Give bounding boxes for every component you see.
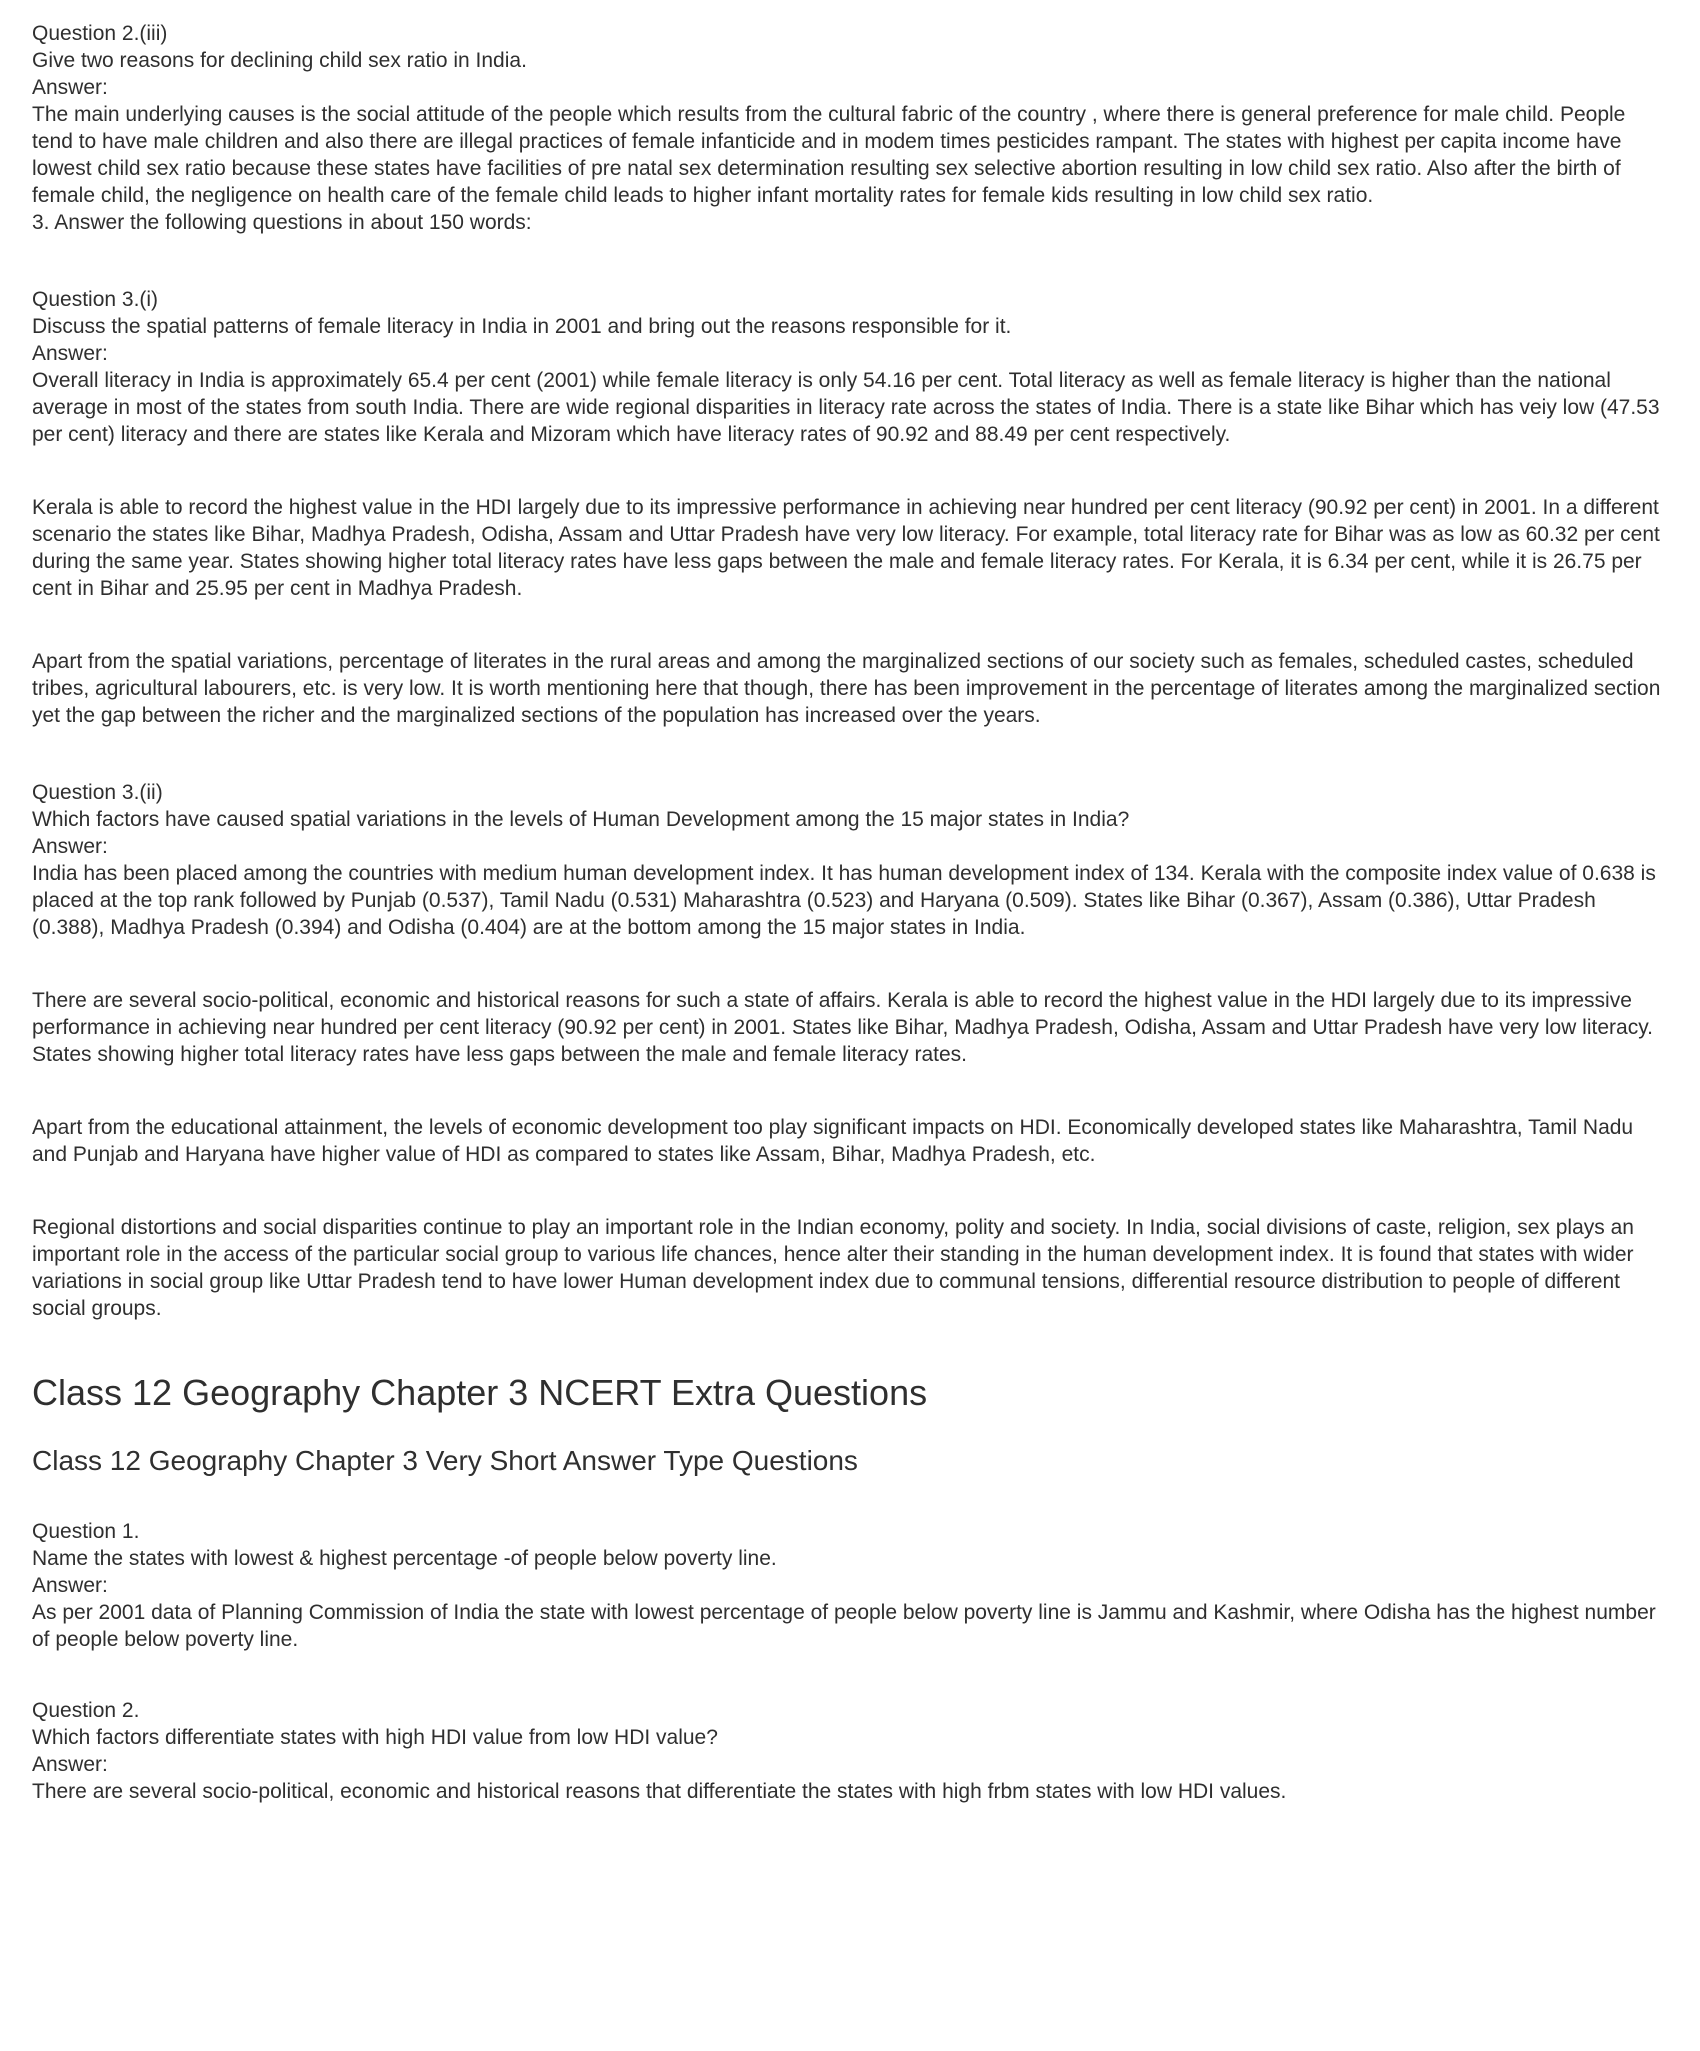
answer-paragraph: Apart from the educational attainment, the levels of economic development too play significant impacts on HDI. Economically developed states like Maharashtra, Tamil Nadu and Punjab and Haryana have higher value of HDI as compared to states like Assam, Bihar, Madhya Pradesh, etc. <box>32 1116 1634 1166</box>
answer-paragraph: There are several socio-political, economic and historical reasons for such a state of affairs. Kerala is able to record the highest value in the HDI largely due to its impressive performance in achieving near hundred per cent literacy (90.92 per cent) in 2001. States like Bihar, Madhya Pradesh, Odisha, Assam and Uttar Pradesh have very low literacy. States showing higher total literacy rates have less gaps between the male and female literacy rates. <box>32 989 1653 1066</box>
answer-paragraph: India has been placed among the countries with medium human development index. It has human development index of 134. Kerala with the composite index value of 0.638 is placed at the top rank followed by Punjab (0.537), Tamil Nadu (0.531) Maharashtra (0.523) and Haryana (0.509). States like Bihar (0.367), Assam (0.386), Uttar Pradesh (0.388), Madhya Pradesh (0.394) and Odisha (0.404) are at the bottom among the 15 major states in India. <box>32 862 1656 939</box>
page-title-extra-questions: Class 12 Geography Chapter 3 NCERT Extra Questions <box>32 1372 928 1413</box>
question-text: Give two reasons for declining child sex ratio in India. <box>32 49 527 72</box>
question-number: Question 1. <box>32 1520 140 1543</box>
question-number: Question 2. <box>32 1699 140 1722</box>
answer-paragraph: Apart from the spatial variations, percentage of literates in the rural areas and among the marginalized sections of our society such as females, scheduled castes, scheduled tribes, agricultural labourers, etc. is very low. It is worth mentioning here that though, there has been improvement in the percentage of literates among the marginalized section yet the gap between the richer and the marginalized sections of the population has increased over the years. <box>32 650 1661 727</box>
section-title-very-short-answer: Class 12 Geography Chapter 3 Very Short Answer Type Questions <box>32 1445 858 1476</box>
question-text: Which factors differentiate states with high HDI value from low HDI value? <box>32 1726 718 1749</box>
answer-label: Answer: <box>32 1753 108 1776</box>
qa-block-question-2 <box>32 1697 1668 1805</box>
qa-block-question-3ii <box>32 779 1668 1322</box>
question-number: Question 3.(ii) <box>32 781 163 804</box>
question-text: Which factors have caused spatial variations in the levels of Human Development among the 15 major states in India? <box>32 808 1130 831</box>
answer-label: Answer: <box>32 342 108 365</box>
question-number: Question 3.(i) <box>32 288 159 311</box>
answer-paragraph: Regional distortions and social disparities continue to play an important role in the Indian economy, polity and society. In India, social divisions of caste, religion, sex plays an important role in the access of the particular social group to various life chances, hence alter their standing in the human development index. It is found that states with wider variations in social group like Uttar Pradesh tend to have lower Human development index due to communal tensions, differential resource distribution to people of different social groups. <box>32 1216 1634 1320</box>
question-text: Name the states with lowest & highest percentage -of people below poverty line. <box>32 1547 777 1570</box>
section-heading-150-words: 3. Answer the following questions in about 150 words: <box>32 211 532 234</box>
answer-paragraph: Overall literacy in India is approximately 65.4 per cent (2001) while female literacy is only 54.16 per cent. Total literacy as well as female literacy is higher than the national average in most of the states from south India. There are wide regional disparities in literacy rate across the states of India. There is a state like Bihar which has veiy low (47.53 per cent) literacy and there are states like Kerala and Mizoram which have literacy rates of 90.92 and 88.49 per cent respectively. <box>32 369 1660 446</box>
question-text: Discuss the spatial patterns of female literacy in India in 2001 and bring out the reasons responsible for it. <box>32 315 1012 338</box>
answer-paragraph: The main underlying causes is the social attitude of the people which results from the cultural fabric of the country , where there is general preference for male child. People tend to have male children and also there are illegal practices of female infanticide and in modem times pesticides rampant. The states with highest per capita income have lowest child sex ratio because these states have facilities of pre natal sex determination resulting sex selective abortion resulting in low child sex ratio. Also after the birth of female child, the negligence on health care of the female child leads to higher infant mortality rates for female kids resulting in low child sex ratio. <box>32 103 1626 207</box>
answer-label: Answer: <box>32 835 108 858</box>
answer-paragraph: Kerala is able to record the highest value in the HDI largely due to its impressive performance in achieving near hundred per cent literacy (90.92 per cent) in 2001. In a different scenario the states like Bihar, Madhya Pradesh, Odisha, Assam and Uttar Pradesh have very low literacy. For example, total literacy rate for Bihar was as low as 60.32 per cent during the same year. States showing higher total literacy rates have less gaps between the male and female literacy rates. For Kerala, it is 6.34 per cent, while it is 26.75 per cent in Bihar and 25.95 per cent in Madhya Pradesh. <box>32 496 1660 600</box>
answer-label: Answer: <box>32 76 108 99</box>
question-number: Question 2.(iii) <box>32 22 168 45</box>
answer-paragraph: As per 2001 data of Planning Commission of India the state with lowest percentage of people below poverty line is Jammu and Kashmir, where Odisha has the highest number of people below poverty line. <box>32 1601 1656 1651</box>
qa-block-question-3i <box>32 286 1668 729</box>
qa-block-question-2iii <box>32 20 1668 209</box>
answer-label: Answer: <box>32 1574 108 1597</box>
answer-paragraph: There are several socio-political, economic and historical reasons that differentiate the states with high frbm states with low HDI values. <box>32 1780 1287 1803</box>
qa-block-question-1 <box>32 1518 1668 1653</box>
